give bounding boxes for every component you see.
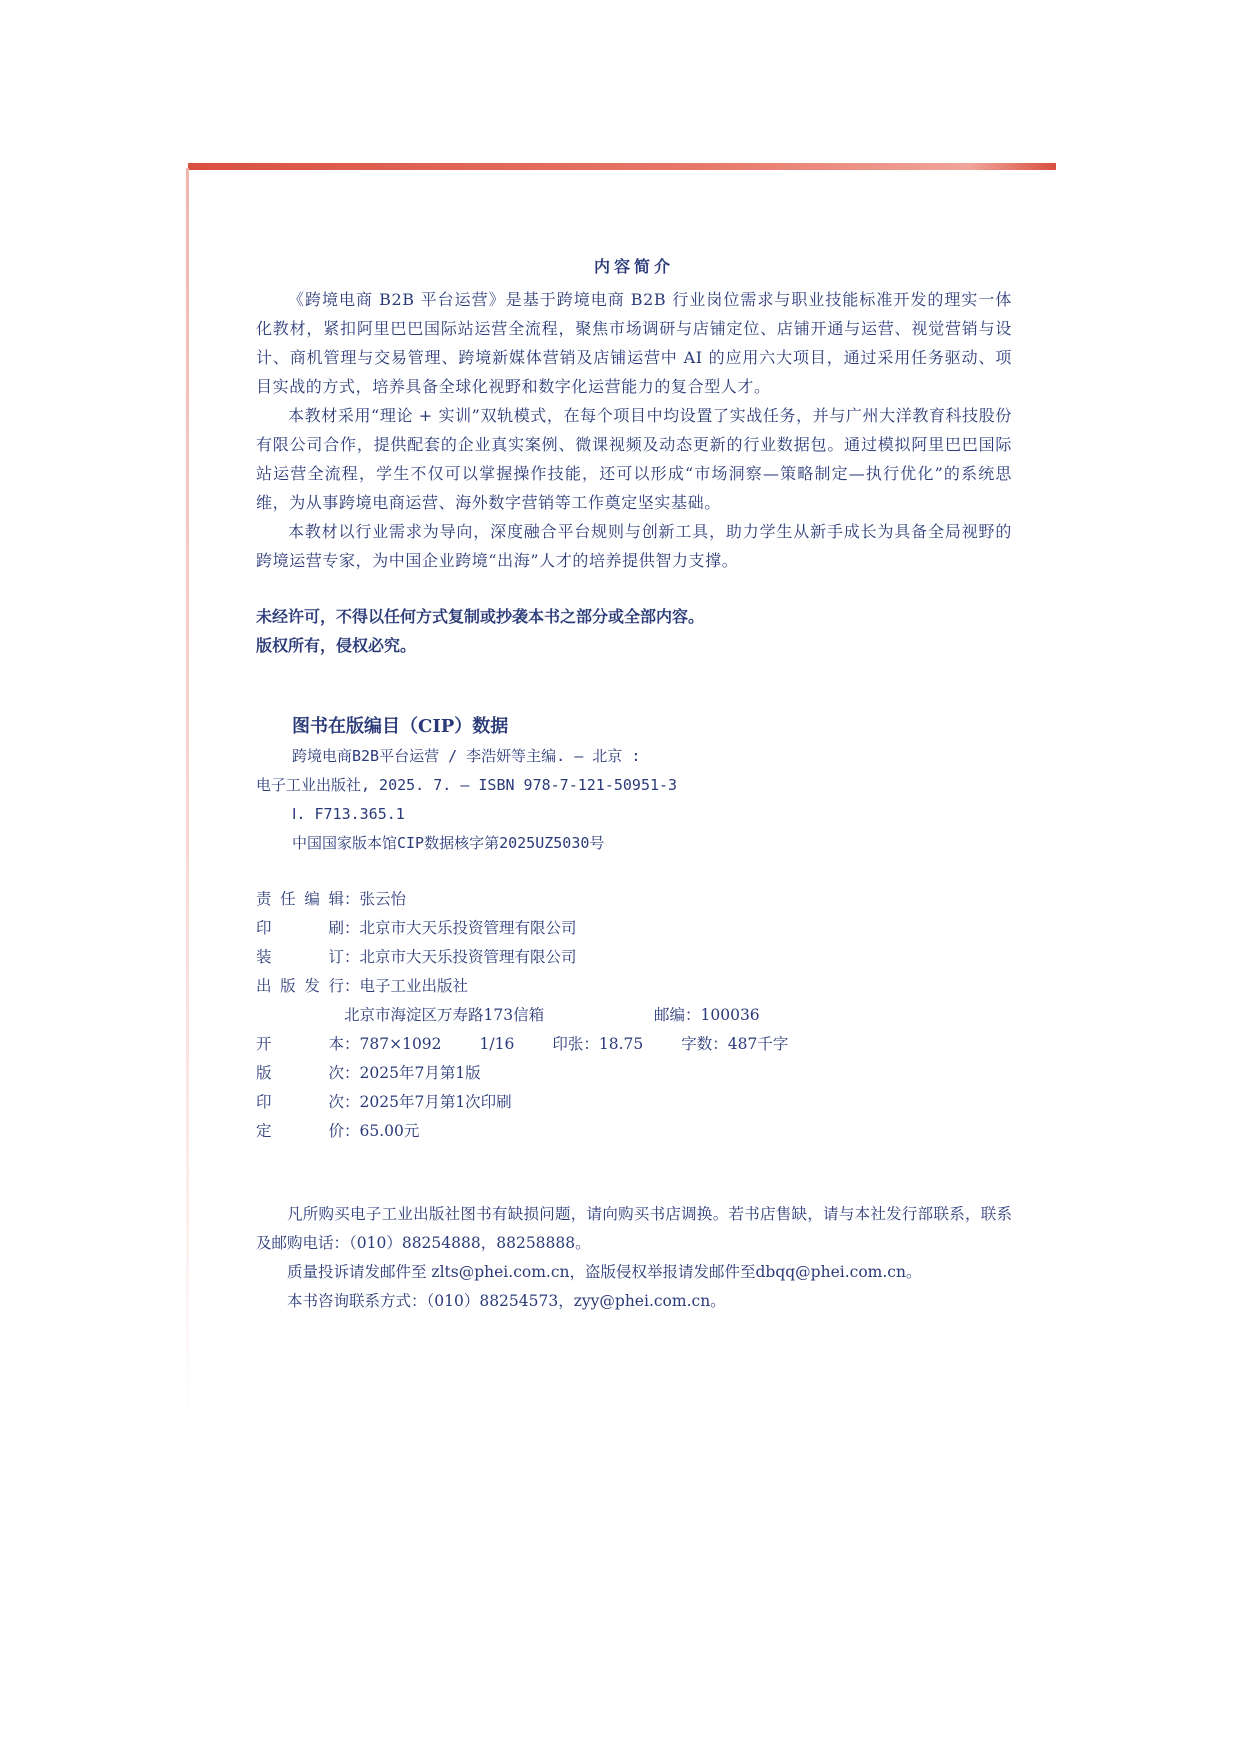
cip-title: 图书在版编目（CIP）数据 [292, 716, 509, 737]
format-row: 开 本 ： 787×1092 1/16 印张：18.75 字数：487千字 [256, 1030, 1012, 1059]
print-value: 北京市大天乐投资管理有限公司 [359, 919, 577, 937]
summary-title: 内容简介 [593, 257, 674, 276]
publisher-row: 出 版 发 行 ： 电子工业出版社 [256, 972, 1012, 1001]
summary-paragraph: 本教材以行业需求为导向，深度融合平台规则与创新工具，助力学生从新手成长为具备全局视野的跨境运营专家，为中国企业跨境“出海”人才的培养提供智力支撑。 [256, 522, 1012, 570]
format-value: 787×1092 [359, 1035, 442, 1053]
page-top-edge [188, 163, 1056, 170]
impression-row: 印 次 ： 2025年7月第1次印刷 [256, 1088, 1012, 1117]
summary-paragraph: 本教材采用“理论 + 实训”双轨模式，在每个项目中均设置了实战任务，并与广州大洋教育科技股份有限公司合作，提供配套的企业真实案例、微课视频及动态更新的行业数据包。通过模拟阿里巴巴国际站运营全流程，学生不仅可以掌握操作技能，还可以形成“市场洞察—策略制定—执行优化”的系统思维，为从事跨境电商运营、海外数字营销等工作奠定坚实基础。 [256, 406, 1012, 512]
cip-data [256, 742, 1012, 858]
footer-note: 本书咨询联系方式：（010）88254573，zyy@phei.com.cn。 [287, 1292, 726, 1310]
print-row: 印 刷 ： 北京市大天乐投资管理有限公司 [256, 914, 1012, 943]
format-label: 开 本 [256, 1035, 344, 1053]
editor-label: 责 任 编 辑 [256, 890, 344, 908]
cip-line: 跨境电商B2B平台运营 / 李浩妍等主编. — 北京 : [292, 747, 641, 765]
postcode-value: 邮编：100036 [654, 1006, 760, 1024]
price-value: 65.00元 [359, 1122, 420, 1140]
editor-row: 责 任 编 辑 ： 张云怡 [256, 885, 1012, 914]
print-label: 印 刷 [256, 919, 344, 937]
format-fraction: 1/16 [479, 1035, 515, 1053]
editor-value: 张云怡 [359, 890, 407, 908]
footer-note: 质量投诉请发邮件至 zlts@phei.com.cn，盗版侵权举报请发邮件至dbqq@phei.com.cn。 [287, 1263, 922, 1281]
publisher-label: 出 版 发 行 [256, 977, 344, 995]
impression-label: 印 次 [256, 1093, 344, 1111]
footer-note: 凡所购买电子工业出版社图书有缺损问题，请向购买书店调换。若书店售缺，请与本社发行部联系，联系及邮购电话：（010）88254888，88258888。 [256, 1205, 1012, 1252]
page-left-edge [186, 168, 189, 1433]
publication-info [256, 885, 1012, 1146]
cip-line: 电子工业出版社, 2025. 7. — ISBN 978-7-121-50951-3 [256, 776, 678, 794]
copyright-page [256, 255, 1012, 1316]
binding-row: 装 订 ： 北京市大天乐投资管理有限公司 [256, 943, 1012, 972]
price-row: 定 价 ： 65.00元 [256, 1117, 1012, 1146]
publisher-value: 电子工业出版社 [359, 977, 469, 995]
price-label: 定 价 [256, 1122, 344, 1140]
cip-line: Ⅰ. F713.365.1 [292, 805, 405, 823]
impression-value: 2025年7月第1次印刷 [359, 1093, 512, 1111]
edition-label: 版 次 [256, 1064, 344, 1082]
copyright-notice [256, 602, 1012, 660]
copyright-notice-line: 版权所有，侵权必究。 [256, 636, 417, 655]
copyright-notice-line: 未经许可，不得以任何方式复制或抄袭本书之部分或全部内容。 [256, 607, 705, 626]
cip-line: 中国国家版本馆CIP数据核字第2025UZ5030号 [292, 834, 605, 852]
edition-value: 2025年7月第1版 [359, 1064, 481, 1082]
summary-paragraph: 《跨境电商 B2B 平台运营》是基于跨境电商 B2B 行业岗位需求与职业技能标准开发的理实一体化教材，紧扣阿里巴巴国际站运营全流程，聚焦市场调研与店铺定位、店铺开通与运营、视觉营销与设计、商机管理与交易管理、跨境新媒体营销及店铺运营中 AI 的应用六大项目，通过采用任务驱动、项目实战的方式，培养具备全球化视野和数字化运营能力的复合型人才。 [256, 290, 1012, 396]
binding-label: 装 订 [256, 948, 344, 966]
footer-notes [256, 1200, 1012, 1316]
sheets-value: 印张：18.75 [552, 1035, 644, 1053]
edition-row: 版 次 ： 2025年7月第1版 [256, 1059, 1012, 1088]
word-count-value: 字数：487千字 [681, 1035, 789, 1053]
address-value: 北京市海淀区万寿路173信箱 [344, 1006, 545, 1024]
binding-value: 北京市大天乐投资管理有限公司 [359, 948, 577, 966]
address-row [256, 1001, 1012, 1030]
